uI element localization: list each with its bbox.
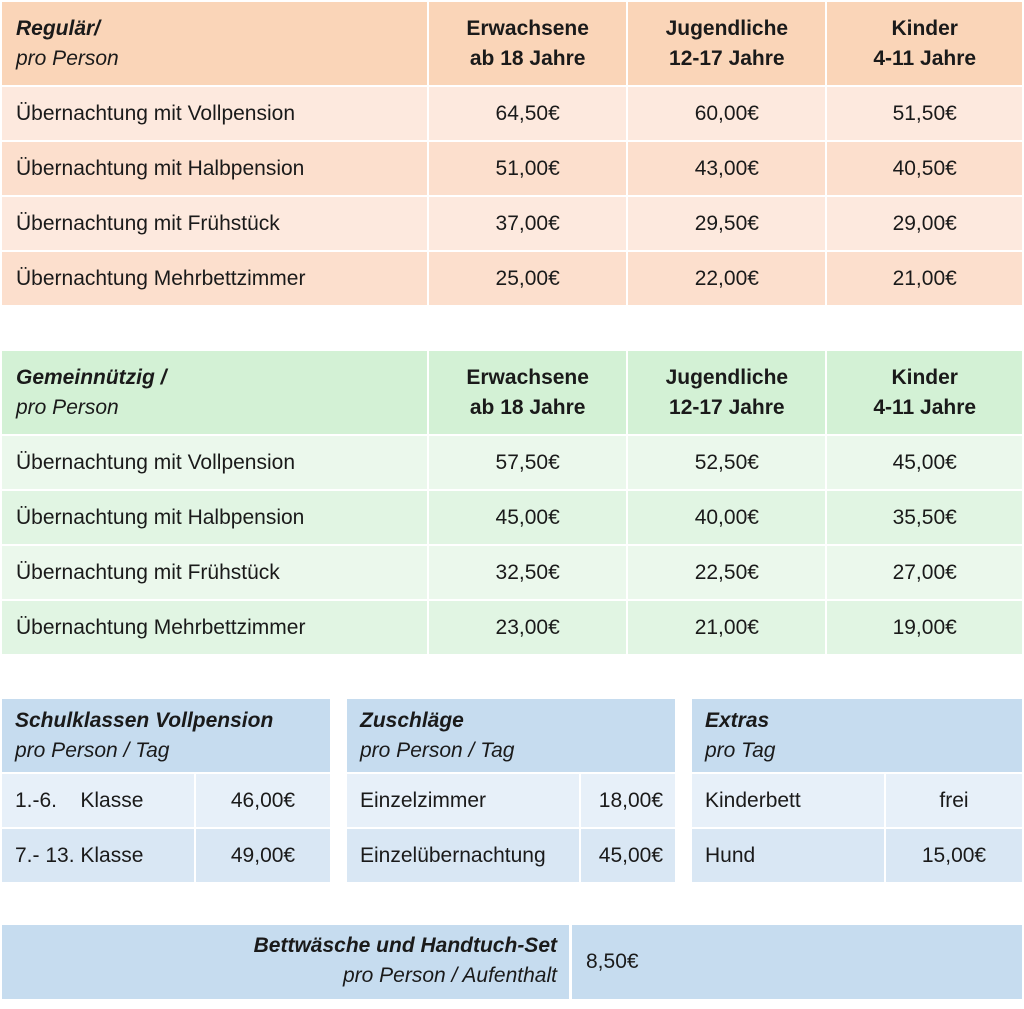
- price-cell: 60,00€: [628, 87, 825, 140]
- price-cell: 45,00€: [581, 829, 675, 882]
- surcharges-header-cell: [347, 699, 675, 772]
- price-cell: 18,00€: [581, 774, 675, 827]
- table-row: [2, 87, 1022, 140]
- row-label: 7.- 13. Klasse: [2, 829, 194, 882]
- price-cell: 40,50€: [827, 142, 1022, 195]
- nonprofit-price-table: [0, 349, 1024, 656]
- price-cell: 19,00€: [827, 601, 1022, 654]
- row-label: Einzelübernachtung: [347, 829, 579, 882]
- column-header-line2: 12-17 Jahre: [669, 395, 785, 419]
- price-cell: 45,00€: [429, 491, 626, 544]
- table-row: [2, 491, 1022, 544]
- price-cell: 51,50€: [827, 87, 1022, 140]
- row-label: Einzelzimmer: [347, 774, 579, 827]
- table-row: [2, 252, 1022, 305]
- price-cell: 49,00€: [196, 829, 330, 882]
- column-header-line1: Jugendliche: [665, 365, 789, 389]
- table-row: [2, 829, 330, 882]
- regular-title: Regulär/: [16, 16, 101, 40]
- row-label: Übernachtung Mehrbettzimmer: [2, 252, 427, 305]
- table-row: [347, 774, 675, 827]
- school-classes-table: [0, 697, 332, 884]
- row-label: Übernachtung Mehrbettzimmer: [2, 601, 427, 654]
- extras-table: [690, 697, 1024, 884]
- column-header-children: [827, 351, 1022, 434]
- table-row: [692, 774, 1022, 827]
- price-cell: 43,00€: [628, 142, 825, 195]
- table-row: [347, 829, 675, 882]
- column-header-line2: 12-17 Jahre: [669, 46, 785, 70]
- row-label: Übernachtung mit Halbpension: [2, 491, 427, 544]
- regular-price-table: [0, 0, 1024, 307]
- table-row: [2, 546, 1022, 599]
- column-header-line1: Kinder: [891, 365, 958, 389]
- school-subtitle: pro Person / Tag: [15, 738, 170, 762]
- price-cell: 45,00€: [827, 436, 1022, 489]
- extras-title: Extras: [705, 708, 770, 732]
- column-header-line2: ab 18 Jahre: [469, 395, 586, 419]
- linen-price: 8,50€: [586, 950, 639, 973]
- price-cell: frei: [886, 774, 1022, 827]
- price-cell: 64,50€: [429, 87, 626, 140]
- column-header-line2: 4-11 Jahre: [873, 395, 977, 419]
- linen-title: Bettwäsche und Handtuch-Set: [253, 934, 557, 957]
- price-cell: 23,00€: [429, 601, 626, 654]
- column-header-line2: ab 18 Jahre: [469, 46, 586, 70]
- column-header-youth: [628, 351, 825, 434]
- table-header-row: [2, 699, 330, 772]
- column-header-line1: Jugendliche: [665, 16, 789, 40]
- column-header-line2: 4-11 Jahre: [873, 46, 977, 70]
- price-cell: 15,00€: [886, 829, 1022, 882]
- price-cell: 35,50€: [827, 491, 1022, 544]
- price-cell: 27,00€: [827, 546, 1022, 599]
- price-cell: 25,00€: [429, 252, 626, 305]
- divider: [569, 925, 572, 999]
- column-header-youth: [628, 2, 825, 85]
- surcharges-subtitle: pro Person / Tag: [360, 738, 515, 762]
- extras-header-cell: [692, 699, 1022, 772]
- row-label: Hund: [692, 829, 884, 882]
- table-row: [2, 197, 1022, 250]
- row-label: Übernachtung mit Vollpension: [2, 87, 427, 140]
- column-header-line1: Kinder: [891, 16, 958, 40]
- row-label: Kinderbett: [692, 774, 884, 827]
- table-header-row: [692, 699, 1022, 772]
- row-label: Übernachtung mit Halbpension: [2, 142, 427, 195]
- column-header-line1: Erwachsene: [466, 365, 589, 389]
- price-cell: 32,50€: [429, 546, 626, 599]
- nonprofit-subtitle: pro Person: [16, 395, 119, 419]
- price-cell: 29,00€: [827, 197, 1022, 250]
- row-label: Übernachtung mit Vollpension: [2, 436, 427, 489]
- nonprofit-title: Gemeinnützig /: [16, 365, 167, 389]
- linen-label-cell: [2, 925, 569, 999]
- column-header-adults: [429, 351, 626, 434]
- surcharges-table: [345, 697, 677, 884]
- extras-subtitle: pro Tag: [705, 738, 776, 762]
- column-header-adults: [429, 2, 626, 85]
- price-cell: 37,00€: [429, 197, 626, 250]
- regular-subtitle: pro Person: [16, 46, 119, 70]
- column-header-children: [827, 2, 1022, 85]
- price-cell: 21,00€: [827, 252, 1022, 305]
- linen-subtitle: pro Person / Aufenthalt: [342, 964, 557, 987]
- row-label: Übernachtung mit Frühstück: [2, 197, 427, 250]
- price-cell: 57,50€: [429, 436, 626, 489]
- table-header-row: [2, 2, 1022, 85]
- school-title: Schulklassen Vollpension: [15, 708, 274, 732]
- price-cell: 22,00€: [628, 252, 825, 305]
- price-cell: 22,50€: [628, 546, 825, 599]
- table-row: [2, 436, 1022, 489]
- row-label: 1.-6. Klasse: [2, 774, 194, 827]
- row-label: Übernachtung mit Frühstück: [2, 546, 427, 599]
- price-cell: 29,50€: [628, 197, 825, 250]
- table-row: [2, 142, 1022, 195]
- table-row: [2, 774, 330, 827]
- price-cell: 21,00€: [628, 601, 825, 654]
- table-header-row: [2, 351, 1022, 434]
- price-cell: 40,00€: [628, 491, 825, 544]
- table-header-row: [347, 699, 675, 772]
- surcharges-title: Zuschläge: [360, 708, 464, 732]
- price-cell: 52,50€: [628, 436, 825, 489]
- price-cell: 51,00€: [429, 142, 626, 195]
- regular-header-cell: [2, 2, 427, 85]
- nonprofit-header-cell: [2, 351, 427, 434]
- table-row: [692, 829, 1022, 882]
- price-cell: 46,00€: [196, 774, 330, 827]
- column-header-line1: Erwachsene: [466, 16, 589, 40]
- linen-price-band: [2, 925, 1022, 999]
- school-header-cell: [2, 699, 330, 772]
- table-row: [2, 601, 1022, 654]
